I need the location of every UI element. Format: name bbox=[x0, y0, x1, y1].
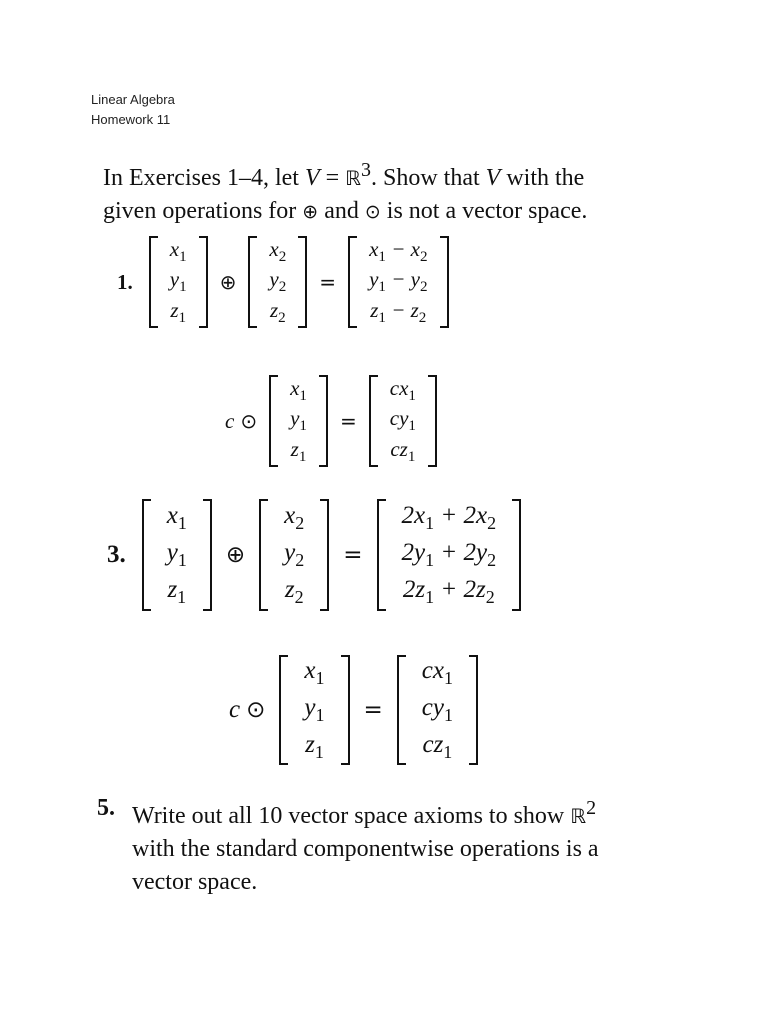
vector-left: $x_1$ $y_1$ $z_1$ bbox=[149, 236, 208, 328]
vector-input: $x_1$ $y_1$ $z_1$ bbox=[269, 375, 328, 467]
assignment-title: Homework 11 bbox=[91, 112, 171, 127]
instructions bbox=[103, 154, 723, 229]
scalar-c: c bbox=[225, 408, 235, 433]
vector-right: $x_2$ $y_2$ $z_2$ bbox=[259, 499, 329, 611]
real-numbers-symbol: ℝ bbox=[345, 166, 361, 190]
exercise-3-scalar bbox=[229, 655, 478, 765]
exercise-5-line-1: Write out all 10 vector space axioms to show ℝ$^2$ bbox=[132, 797, 597, 829]
odot-operator: ⊙ bbox=[240, 409, 258, 433]
exercise-1-label: 1. bbox=[117, 269, 133, 294]
exercise-5-label: 5. bbox=[97, 795, 115, 821]
exercise-3-addition bbox=[107, 499, 521, 611]
vector-result: $cx_1$ $cy_1$ $cz_1$ bbox=[397, 655, 478, 765]
exercise-5 bbox=[97, 792, 717, 899]
oplus-operator: ⊕ bbox=[219, 270, 237, 294]
vector-input: $x_1$ $y_1$ $z_1$ bbox=[279, 655, 349, 765]
equals-sign: = bbox=[319, 270, 337, 294]
vector-result: $x_1 - x_2$ $y_1 - y_2$ $z_1 - z_2$ bbox=[348, 236, 448, 328]
vector-result: $2x_1 + 2x_2$ $2y_1 + 2y_2$ $2z_1 + 2z_2$ bbox=[377, 499, 522, 611]
equals-sign: = bbox=[343, 542, 363, 568]
odot-operator: ⊙ bbox=[246, 697, 266, 723]
instructions-line-1: In Exercises 1–4, let V = ℝ$^3$. Show that V with the bbox=[103, 159, 585, 191]
oplus-symbol: ⊕ bbox=[302, 201, 319, 223]
exercise-1-addition bbox=[117, 236, 449, 328]
odot-symbol: ⊙ bbox=[364, 201, 381, 223]
exercise-5-line-3: vector space. bbox=[132, 869, 258, 895]
exercise-5-line-2: with the standard componentwise operations is a bbox=[132, 836, 599, 862]
exercise-3-label: 3. bbox=[107, 541, 126, 568]
equals-sign: = bbox=[339, 409, 357, 433]
vector-right: $x_2$ $y_2$ $z_2$ bbox=[248, 236, 307, 328]
scalar-c: c bbox=[229, 696, 241, 723]
real-numbers-symbol: ℝ bbox=[570, 804, 587, 828]
oplus-operator: ⊕ bbox=[225, 542, 246, 568]
vector-left: $x_1$ $y_1$ $z_1$ bbox=[142, 499, 212, 611]
exercise-1-scalar bbox=[225, 375, 437, 467]
course-title: Linear Algebra bbox=[91, 92, 175, 107]
equals-sign: = bbox=[363, 697, 383, 723]
vector-result: $cx_1$ $cy_1$ $cz_1$ bbox=[369, 375, 437, 467]
instructions-line-2: given operations for ⊕ and ⊙ is not a vector space. bbox=[103, 198, 588, 224]
